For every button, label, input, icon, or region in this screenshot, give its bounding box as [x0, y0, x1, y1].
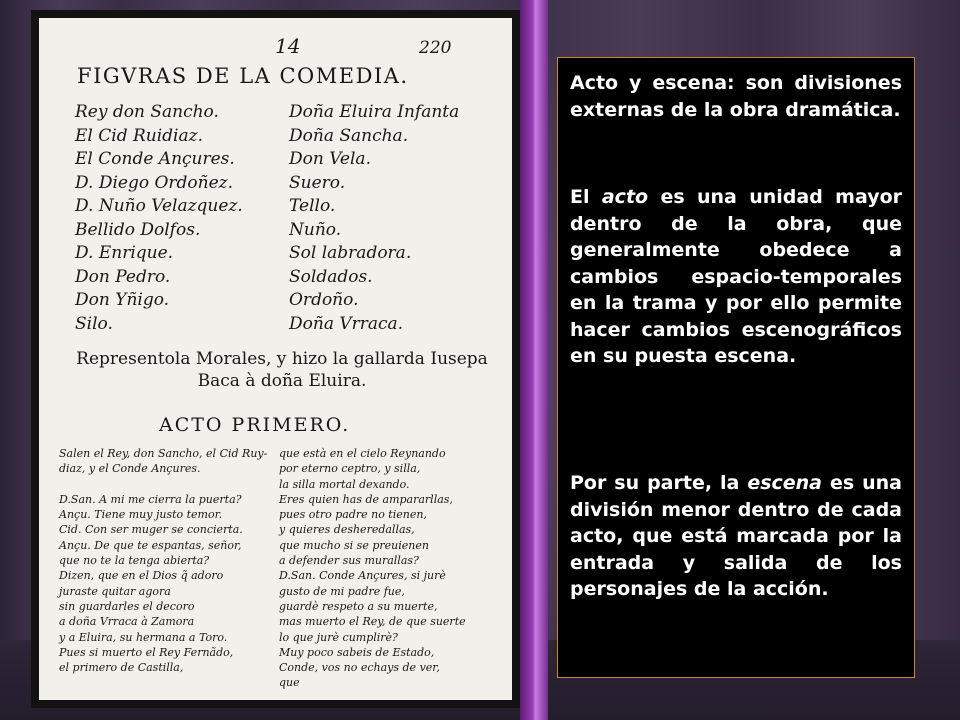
verse-line: diaz, y el Conde Ançures.	[59, 462, 201, 476]
cast-member: Silo.	[75, 313, 113, 334]
cast-member: Suero.	[289, 172, 346, 193]
cast-member: Don Vela.	[289, 149, 371, 169]
verse-line: Ançu. De que te espantas, señor,	[59, 538, 242, 552]
paragraph-intro: Acto y escena: son divisiones externas de la obra dramática.	[570, 72, 902, 121]
verse-line: sin guardarles el decoro	[59, 599, 195, 613]
verse-line: Eres quien has de ampararllas,	[279, 492, 453, 506]
verse-line	[59, 477, 267, 492]
verse-line: y quieres desheredallas,	[279, 523, 415, 537]
verse-line: Dizen, que en el Dios q̃ adoro	[59, 569, 224, 583]
cast-member: Tello.	[289, 196, 336, 216]
verse-line: Salen el Rey, don Sancho, el Cid Ruy-	[59, 447, 268, 460]
verse-line: D.San. Conde Ançures, si jurè	[279, 569, 446, 583]
cast-list-right	[289, 101, 459, 336]
text-run: El	[570, 186, 602, 208]
cast-list-left	[75, 101, 243, 336]
cast-member: D. Nuño Velazquez.	[75, 196, 243, 216]
verse-line: que mucho si se preuienen	[279, 538, 429, 552]
cast-member: Soldados.	[289, 266, 373, 287]
verse-line: mas muerto el Rey, de que suerte	[279, 615, 466, 629]
cast-member: Bellido Dolfos.	[75, 219, 201, 240]
verse-column-right	[279, 446, 466, 691]
paragraph-escena	[570, 470, 902, 603]
verse-line: que està en el cielo Reynando	[279, 447, 446, 460]
definition-panel	[557, 57, 915, 678]
verse-line: y a Eluira, su hermana a Toro.	[59, 630, 228, 644]
term-acto: acto	[601, 186, 649, 208]
cast-member: Sol labradora.	[289, 243, 412, 263]
verse-line: juraste quitar agora	[59, 584, 171, 598]
representation-line: Representola Morales, y hizo la gallarda Iusepa	[76, 349, 488, 369]
cast-member: Doña Sancha.	[289, 125, 409, 146]
verse-line: pues otro padre no tienen,	[279, 508, 427, 522]
cast-member: Doña Vrraca.	[289, 313, 404, 334]
representation-line: Baca à doña Eluira.	[197, 371, 367, 391]
text-run: es una unidad mayor dentro de la obra, que generalmente obedece a cambios espacio-temporales en la trama y por ello permite hacer cambios escenográficos en su puesta escena.	[570, 186, 903, 367]
act-title: ACTO PRIMERO.	[159, 414, 351, 436]
verse-line: Cid. Con ser muger se concierta.	[59, 523, 243, 537]
verse-line: que	[279, 676, 300, 690]
cast-member: Don Pedro.	[75, 266, 171, 287]
cast-member: El Cid Ruidiaz.	[75, 125, 203, 146]
page-number: 220	[419, 38, 452, 58]
cast-member: Ordoño.	[289, 290, 359, 310]
verse-line: que no te la tenga abierta?	[59, 554, 210, 568]
cast-member: Nuño.	[289, 219, 342, 240]
cast-member: Don Yñigo.	[75, 290, 170, 310]
cast-member: Rey don Sancho.	[75, 102, 219, 122]
verse-line: gusto de mi padre fue,	[279, 584, 405, 598]
curtain-highlight	[520, 0, 548, 720]
text-run: es una división menor dentro de cada acto, que está marcada por la entrada y salida de los personajes de la acción.	[570, 472, 902, 600]
verse-line: a defender sus murallas?	[279, 554, 419, 568]
text-run: Por su parte, la	[570, 472, 748, 494]
verse-line: a doña Vrraca à Zamora	[59, 615, 195, 629]
page-header: FIGVRAS DE LA COMEDIA.	[77, 64, 409, 88]
verse-line: por eterno ceptro, y silla,	[279, 462, 421, 476]
verse-line: Muy poco sabeis de Estado,	[279, 645, 435, 659]
verse-line: el primero de Castilla,	[59, 661, 184, 675]
verse-line: Pues si muerto el Rey Fernãdo,	[59, 645, 234, 659]
verse-line: Ançu. Tiene muy justo temor.	[59, 508, 223, 522]
verse-line: Conde, vos no echays de ver,	[279, 661, 440, 675]
paragraph-acto	[570, 184, 902, 370]
page-mark: 14	[275, 34, 301, 58]
term-escena: escena	[747, 472, 823, 494]
facsimile-page	[39, 18, 512, 700]
verse-column-left	[59, 446, 267, 675]
verse-line: D.San. A mi me cierra la puerta?	[59, 492, 242, 506]
verse-line: guardè respeto a su muerte,	[279, 599, 438, 613]
representation-note	[67, 348, 497, 392]
cast-member: El Conde Ançures.	[75, 149, 235, 169]
cast-member: Doña Eluira Infanta	[289, 102, 460, 122]
cast-member: D. Diego Ordoñez.	[75, 172, 234, 193]
verse-line: lo que jurè cumplirè?	[279, 630, 398, 644]
cast-member: D. Enrique.	[75, 243, 174, 263]
verse-line: la silla mortal dexando.	[279, 477, 410, 491]
facsimile-image	[31, 10, 520, 708]
